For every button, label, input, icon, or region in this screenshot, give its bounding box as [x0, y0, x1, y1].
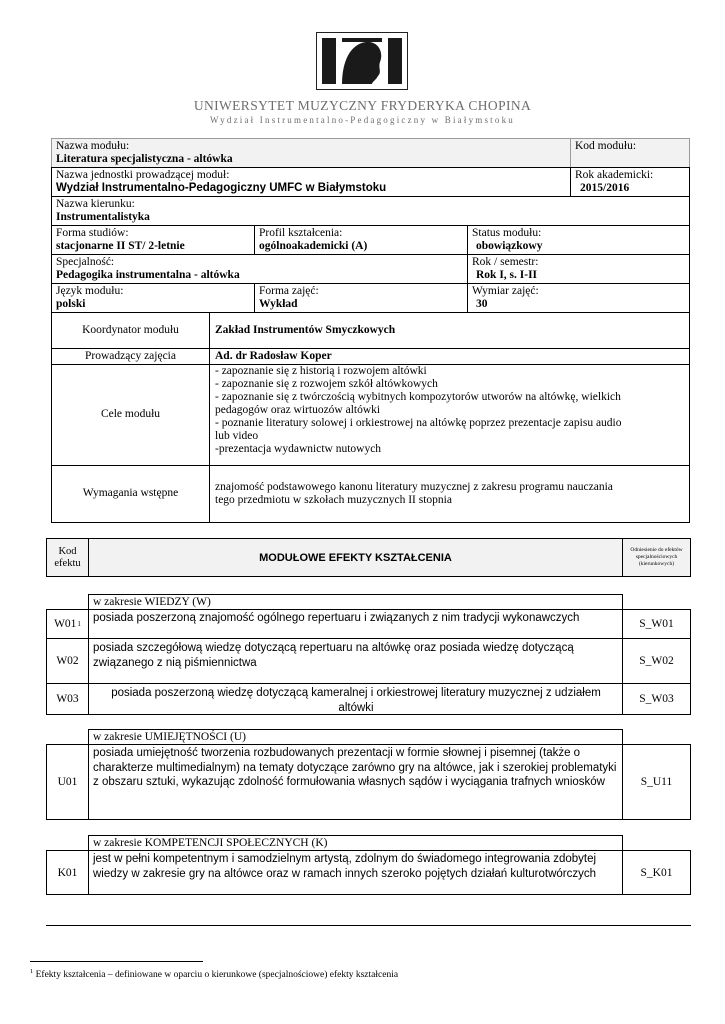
effect-code-header	[46, 538, 89, 577]
status-label: Status modułu:	[472, 227, 542, 239]
language-value: polski	[56, 298, 86, 310]
goals-list	[215, 365, 685, 456]
effect-code-header-line: Kod	[58, 545, 77, 557]
effect-ref-k01: S_K01	[622, 850, 691, 895]
footnote-ref: 1	[77, 620, 81, 628]
coordinator-label: Koordynator modułu	[82, 324, 179, 336]
field-cell	[51, 196, 690, 226]
profile-cell	[254, 225, 468, 255]
goal-line: -prezentacja wydawnictw nutowych	[215, 443, 382, 455]
effect-code-header-line: efektu	[54, 557, 81, 569]
prereq-label: Wymagania wstępne	[82, 487, 179, 499]
effect-ref-u01: S_U11	[622, 744, 691, 820]
effect-ref-header-line: specjalnościowych	[635, 554, 678, 560]
effect-ref-header-line: Odniesienie do efektów	[630, 547, 683, 553]
goal-line: - zapoznanie się z twórczością wybitnych kompozytorów utworów na altówkę, wielkich	[215, 391, 621, 403]
effect-code-w01: W01 1	[46, 609, 89, 639]
goal-line: pedagogów oraz wirtuozów altówki	[215, 404, 381, 416]
bottom-rule	[46, 925, 691, 926]
unit-label: Nazwa jednostki prowadzącej moduł:	[56, 169, 230, 181]
footnote	[30, 968, 398, 980]
effects-title: MODUŁOWE EFEKTY KSZTAŁCENIA	[88, 538, 623, 577]
class-form-value: Wykład	[259, 298, 298, 310]
semester-label: Rok / semestr:	[472, 256, 539, 268]
module-code-label: Kod modułu:	[575, 140, 637, 152]
year-cell	[570, 167, 690, 197]
faculty-name: Wydział Instrumentalno-Pedagogiczny w Białymstoku	[210, 115, 515, 125]
study-form-cell	[51, 225, 255, 255]
effect-desc-k01: jest w pełni kompetentnym i samodzielnym artystą, zdolnym do świadomego integrowania zdobytej wiedzy w zakresie gry na altówce oraz w ramach innych szeroko pojętych działań kulturotwórczych	[88, 850, 623, 895]
effect-desc-w03: posiada poszerzoną wiedzę dotyczącą kameralnej i orkiestrowej literatury muzycznej z udziałem altówki	[88, 683, 623, 715]
prereq-text	[215, 481, 685, 507]
coordinator-value: Zakład Instrumentów Smyczkowych	[215, 324, 396, 336]
effect-ref-w01: S_W01	[622, 609, 691, 639]
goal-line: - zapoznanie się z historią i rozwojem altówki	[215, 365, 427, 377]
module-name-label: Nazwa modułu:	[56, 140, 130, 152]
university-name: UNIWERSYTET MUZYCZNY FRYDERYKA CHOPINA	[193, 98, 532, 113]
status-value: obowiązkowy	[476, 240, 543, 252]
effect-code-u01: U01	[46, 744, 89, 820]
status-cell	[467, 225, 690, 255]
specialty-cell	[51, 254, 468, 284]
unit-value: Wydział Instrumentalno-Pedagogiczny UMFC w Białymstoku	[56, 182, 387, 194]
study-form-value: stacjonarne II ST/ 2-letnie	[56, 240, 185, 252]
teacher-label: Prowadzący zajęcia	[85, 350, 176, 362]
specialty-value: Pedagogika instrumentalna - altówka	[56, 269, 240, 281]
class-form-label: Forma zajęć:	[259, 285, 319, 297]
effect-desc-u01: posiada umiejętność tworzenia rozbudowanych prezentacji w formie słownej i pisemnej (także o charakterze multimedialnym) na tematy dotyczące zarówno gry na altówce, jak i szerokiej problematyki z obszaru sztuki, wykazując zdolność formułowania własnych sądów i wyciągania trafnych wniosków	[88, 744, 623, 820]
hours-cell	[467, 283, 690, 313]
goal-line: - poznanie literatury solowej i orkiestrowej na altówkę poprzez prezentacje zapisu audio	[215, 417, 622, 429]
effect-ref-w03: S_W03	[622, 683, 691, 715]
effect-code-w03: W03	[46, 683, 89, 715]
effect-desc-w01: posiada poszerzoną znajomość ogólnego repertuaru i związanych z nim tradycji wykonawczych	[88, 609, 623, 639]
effect-ref-header-line: (kierunkowych)	[638, 561, 675, 567]
effect-ref-w02: S_W02	[622, 638, 691, 684]
hours-label: Wymiar zajęć:	[472, 285, 539, 297]
effect-desc-w02: posiada szczegółową wiedzę dotyczącą repertuaru na altówkę oraz posiada wiedzę dotyczącą związanego z nią piśmiennictwa	[88, 638, 623, 684]
profile-label: Profil kształcenia:	[259, 227, 343, 239]
goals-label: Cele modułu	[100, 408, 161, 420]
footnote-mark: 1	[30, 968, 34, 975]
module-name-cell	[51, 138, 571, 168]
module-name-value: Literatura specjalistyczna - altówka	[56, 153, 233, 165]
effect-code-k01: K01	[46, 850, 89, 895]
language-cell	[51, 283, 255, 313]
language-label: Język modułu:	[56, 285, 124, 297]
hours-value: 30	[476, 298, 488, 310]
goal-line: lub video	[215, 430, 259, 442]
field-value: Instrumentalistyka	[56, 211, 150, 223]
prereq-line: tego przedmiotu w szkołach muzycznych II stopnia	[215, 494, 452, 506]
study-form-label: Forma studiów:	[56, 227, 129, 239]
prereq-line: znajomość podstawowego kanonu literatury muzycznej z zakresu programu nauczania	[215, 481, 613, 493]
year-value: 2015/2016	[580, 182, 630, 194]
profile-value: ogólnoakademicki (A)	[259, 240, 368, 252]
effect-code-w02: W02	[46, 638, 89, 684]
goal-line: - zapoznanie się z rozwojem szkół altówkowych	[215, 378, 438, 390]
field-label: Nazwa kierunku:	[56, 198, 135, 210]
semester-cell	[467, 254, 690, 284]
class-form-cell	[254, 283, 468, 313]
footnote-text: Efekty kształcenia – definiowane w oparciu o kierunkowe (specjalnościowe) efekty kształcenia	[33, 970, 399, 981]
teacher-value: Ad. dr Radosław Koper	[215, 350, 332, 362]
module-code-cell	[570, 138, 690, 168]
competences-section-header: w zakresie KOMPETENCJI SPOŁECZNYCH (K)	[88, 835, 623, 851]
skills-section-header: w zakresie UMIEJĘTNOŚCI (U)	[88, 729, 623, 745]
effect-ref-header	[622, 538, 691, 577]
university-logo	[316, 32, 408, 90]
specialty-label: Specjalność:	[56, 256, 115, 268]
semester-value: Rok I, s. I-II	[476, 269, 538, 281]
unit-cell	[51, 167, 571, 197]
knowledge-section-header: w zakresie WIEDZY (W)	[88, 594, 623, 610]
footnote-separator	[30, 961, 203, 962]
year-label: Rok akademicki:	[575, 169, 654, 181]
